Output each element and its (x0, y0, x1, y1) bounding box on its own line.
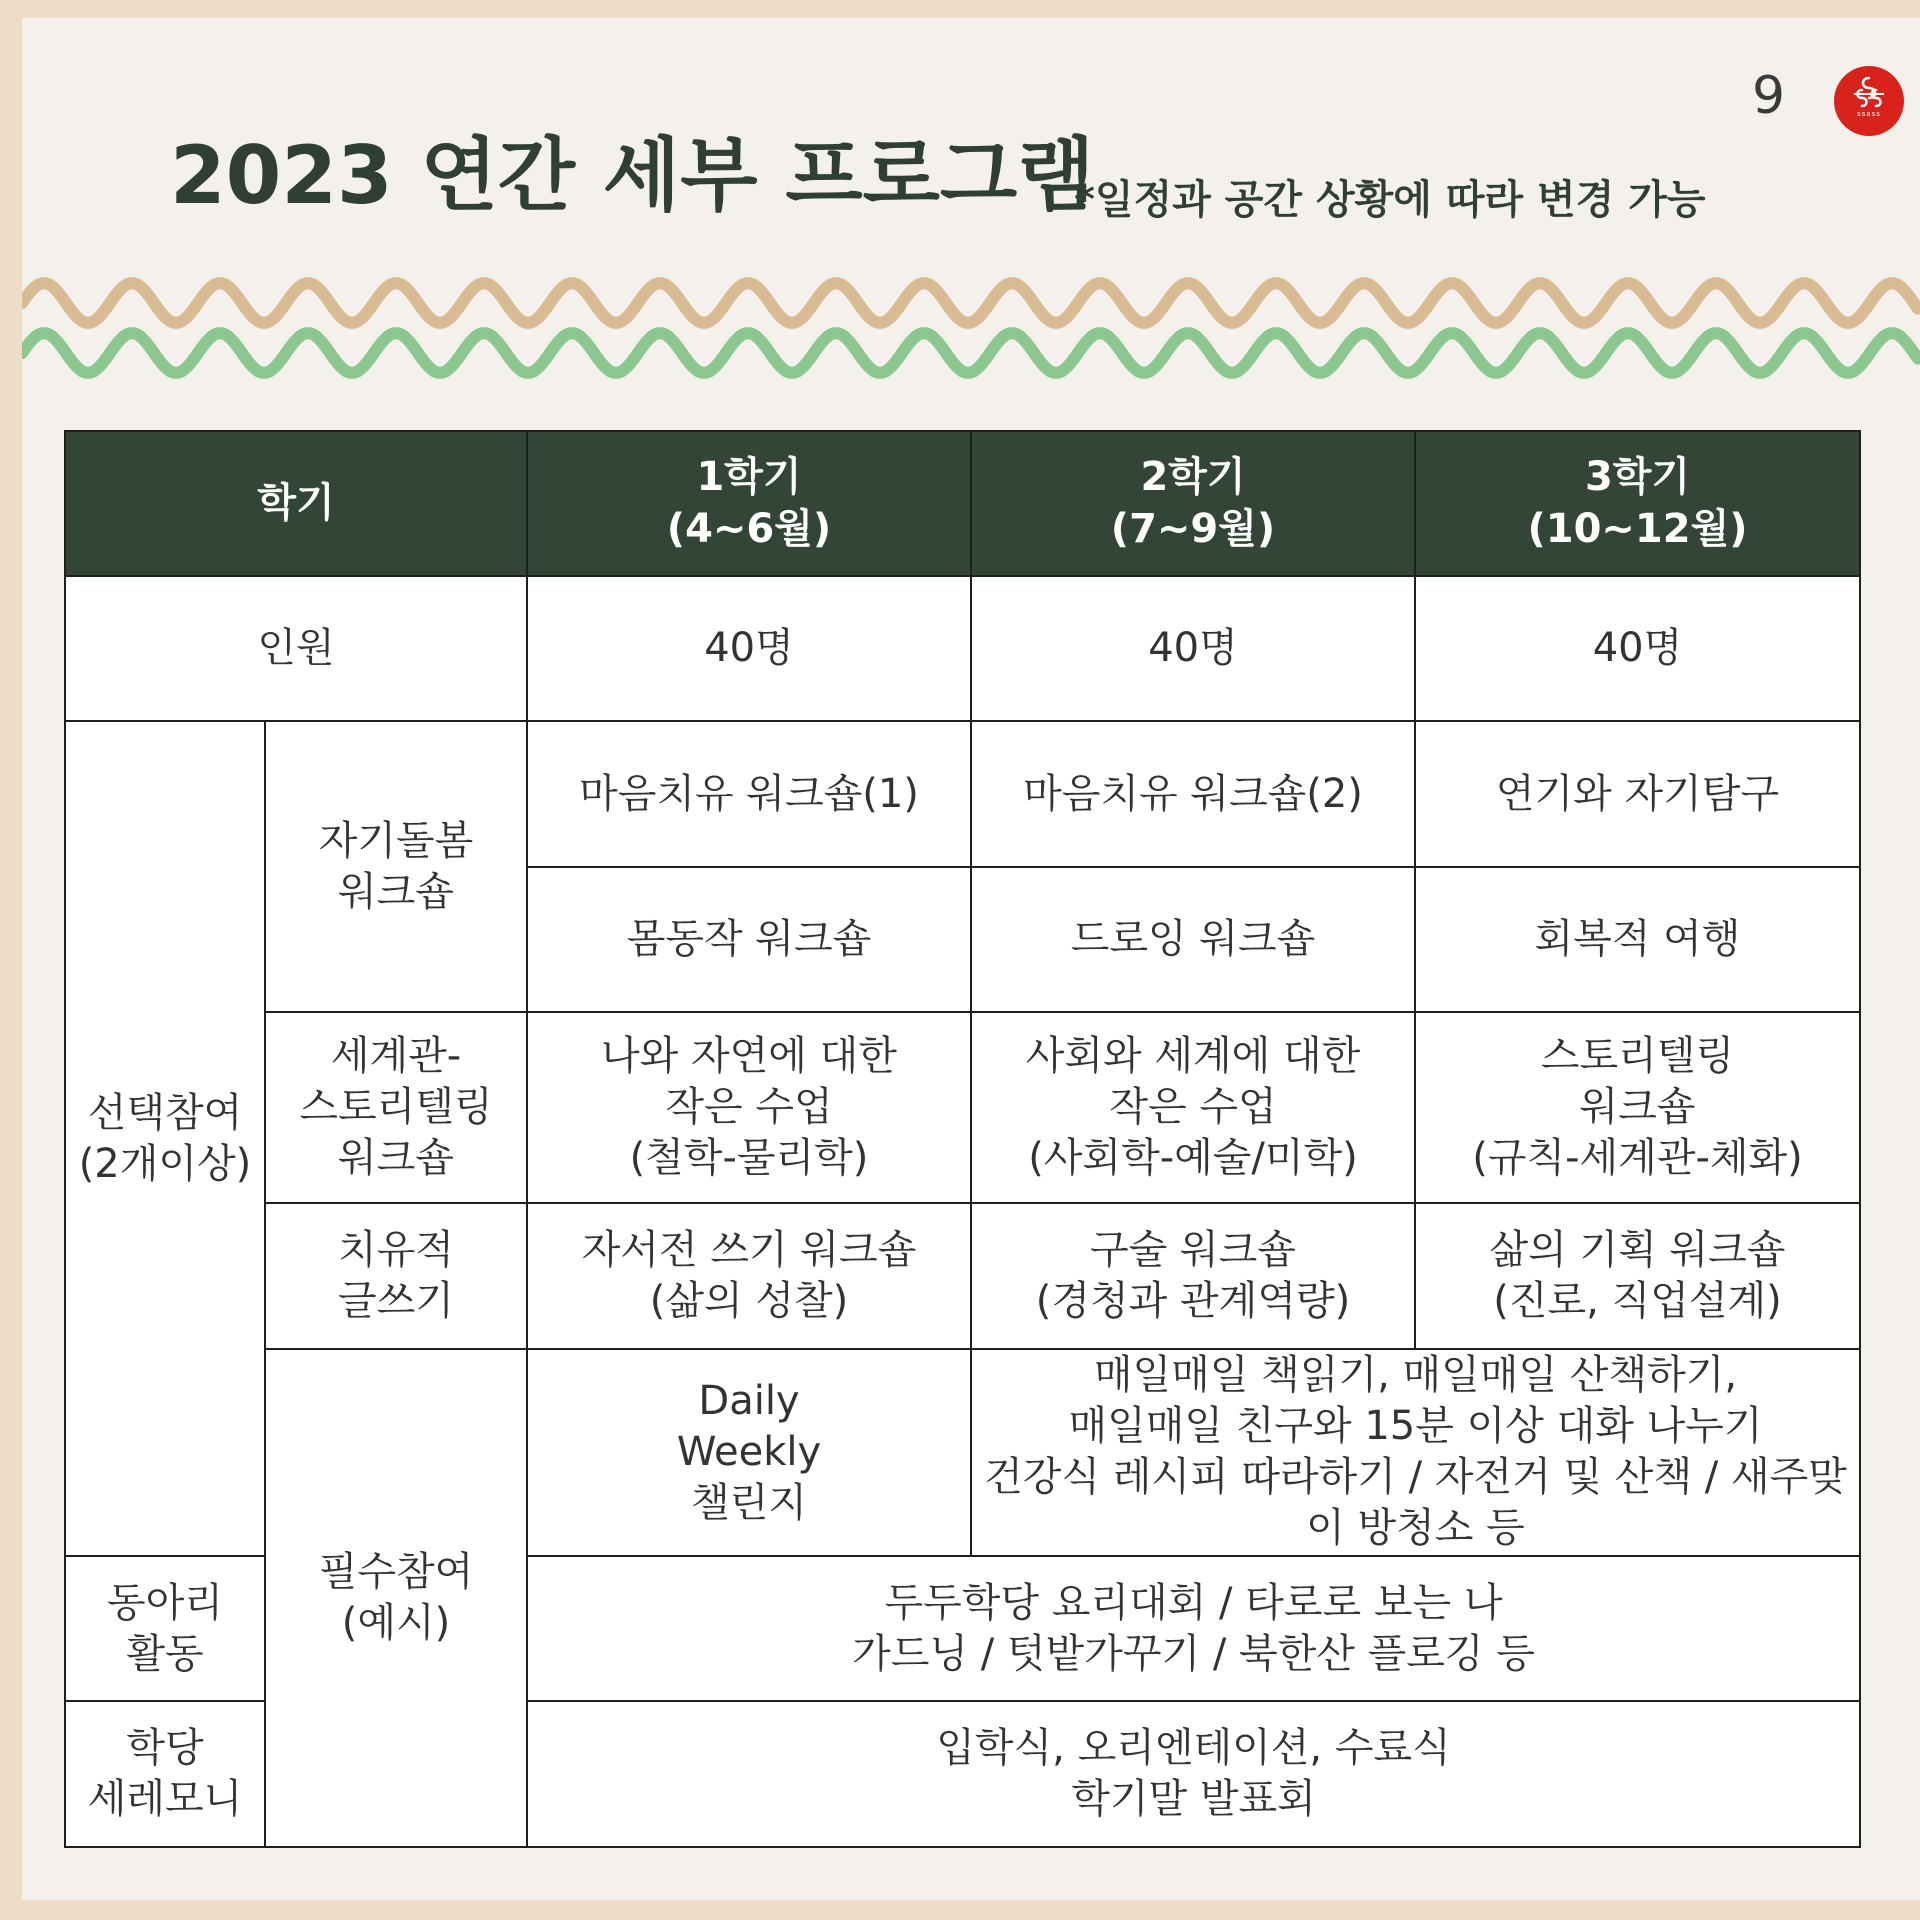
writing-s2: 구술 워크숍 (경청과 관계역량) (971, 1203, 1415, 1348)
selfcare-r1-s2: 마음치유 워크숍(2) (971, 721, 1415, 866)
selfcare-r1-s1: 마음치유 워크숍(1) (527, 721, 971, 866)
writing-s3: 삶의 기획 워크숍 (진로, 직업설계) (1415, 1203, 1860, 1348)
writing-label: 치유적 글쓰기 (265, 1203, 527, 1348)
table-row-challenge (65, 1349, 1860, 1556)
header-semester: 학기 (65, 431, 527, 576)
selfcare-r2-s1: 몸동작 워크숍 (527, 867, 971, 1012)
worldview-s3: 스토리텔링 워크숍 (규칙-세계관-체화) (1415, 1012, 1860, 1203)
table-row-worldview (65, 1012, 1860, 1203)
wave-tan-line (22, 283, 1918, 323)
page-title: 2023 연간 세부 프로그램 (170, 129, 1095, 222)
program-table (64, 430, 1861, 1848)
ceremony-content: 입학식, 오리엔테이션, 수료식 학기말 발표회 (527, 1701, 1860, 1847)
required-group-label: 필수참여 (예시) (265, 1349, 527, 1847)
table-row-headcount (65, 576, 1860, 721)
table-row-writing (65, 1203, 1860, 1348)
selfcare-label: 자기돌봄 워크숍 (265, 721, 527, 1012)
table-row-selfcare-1 (65, 721, 1860, 866)
worldview-s2: 사회와 세계에 대한 작은 수업 (사회학-예술/미학) (971, 1012, 1415, 1203)
selfcare-r1-s3: 연기와 자기탐구 (1415, 721, 1860, 866)
header-semester-2: 2학기 (7~9월) (971, 431, 1415, 576)
worldview-label: 세계관- 스토리텔링 워크숍 (265, 1012, 527, 1203)
table-header-row (65, 431, 1860, 576)
selfcare-r2-s2: 드로잉 워크숍 (971, 867, 1415, 1012)
club-label: 동아리 활동 (65, 1556, 265, 1701)
logo-text: ssass (1857, 110, 1881, 118)
ceremony-label: 학당 세레모니 (65, 1701, 265, 1847)
headcount-label: 인원 (65, 576, 527, 721)
header-semester-1: 1학기 (4~6월) (527, 431, 971, 576)
headcount-s3: 40명 (1415, 576, 1860, 721)
wave-decoration (22, 273, 1920, 393)
page-subtitle: *일정과 공간 상황에 따라 변경 가능 (1074, 177, 1706, 223)
club-content: 두두학당 요리대회 / 타로로 보는 나 가드닝 / 텃밭가꾸기 / 북한산 플로깅 등 (527, 1556, 1860, 1701)
challenge-label: Daily Weekly 챌린지 (527, 1349, 971, 1556)
wave-green-line (22, 333, 1918, 373)
header-semester-3: 3학기 (10~12월) (1415, 431, 1860, 576)
selfcare-r2-s3: 회복적 여행 (1415, 867, 1860, 1012)
challenge-content: 매일매일 책읽기, 매일매일 산책하기, 매일매일 친구와 15분 이상 대화 나누기 건강식 레시피 따라하기 / 자전거 및 산책 / 새주맞이 방청소 등 (971, 1349, 1860, 1556)
logo (1834, 66, 1904, 136)
worldview-s1: 나와 자연에 대한 작은 수업 (철학-물리학) (527, 1012, 971, 1203)
page (22, 18, 1920, 1900)
writing-s1: 자서전 쓰기 워크숍 (삶의 성찰) (527, 1203, 971, 1348)
optional-group-label: 선택참여 (2개이상) (65, 721, 265, 1556)
headcount-s2: 40명 (971, 576, 1415, 721)
headcount-s1: 40명 (527, 576, 971, 721)
page-number: 9 (1752, 66, 1786, 126)
logo-mark-icon (1834, 66, 1904, 136)
